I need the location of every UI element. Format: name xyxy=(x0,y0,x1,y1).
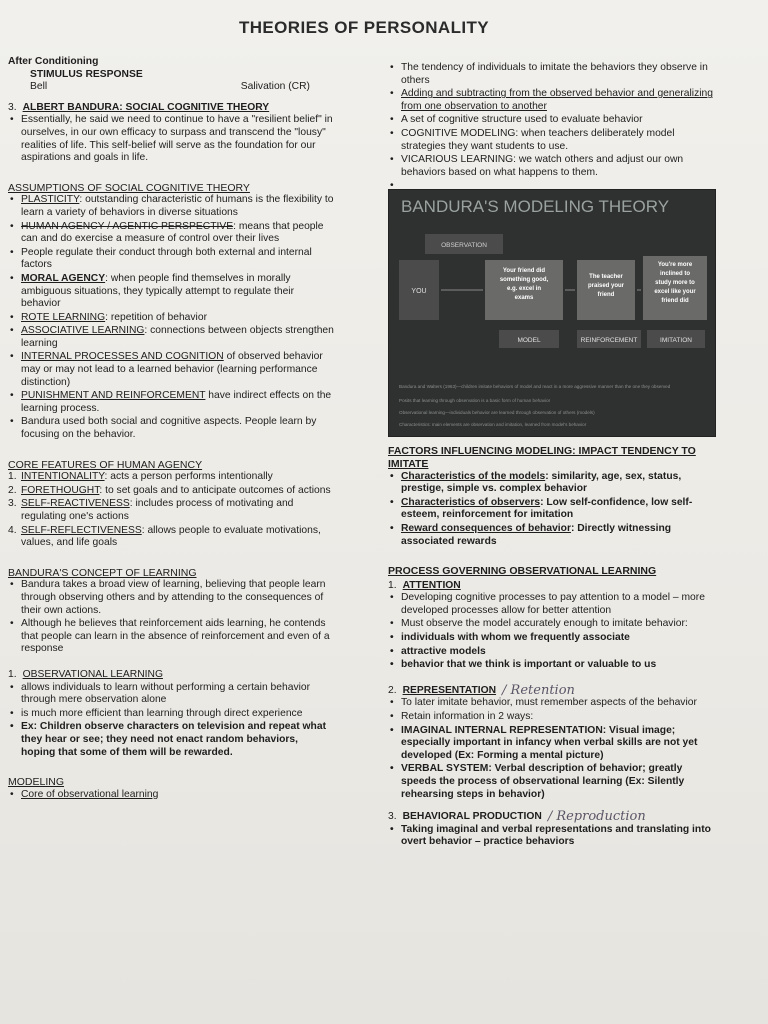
list-item: • Developing cognitive processes to pay attention to a model – more developed processes allow for better attention xyxy=(401,592,714,617)
svg-text:something good,: something good, xyxy=(499,277,549,284)
list-item: • Ex: Children observe characters on television and repeat what they hear or see; they need not enact random behaviors, hoping that some of them will be rewarded. xyxy=(21,721,334,759)
production-number: 3. xyxy=(388,811,397,823)
modeling-theory-slide xyxy=(388,189,716,437)
list-item: • Must observe the model accurately enough to imitate behavior: xyxy=(401,618,714,631)
list-item: • Core of observational learning xyxy=(21,789,334,802)
attention-heading-row xyxy=(388,580,714,593)
list-item: • A set of cognitive structure used to evaluate behavior xyxy=(401,114,714,127)
representation-list xyxy=(388,697,714,801)
observational-heading: OBSERVATIONAL LEARNING xyxy=(22,668,163,680)
factors-list xyxy=(388,471,714,549)
production-heading: BEHAVIORAL PRODUCTION xyxy=(402,811,542,823)
svg-text:exams: exams xyxy=(514,295,534,302)
list-item: • PLASTICITY: outstanding characteristic of humans is the flexibility to learn a variety of behaviors in diverse situations xyxy=(21,194,334,219)
list-item: • Taking imaginal and verbal representations and translating into overt behavior – practice behaviors xyxy=(401,824,714,849)
list-item: • Reward consequences of behavior: Directly witnessing associated rewards xyxy=(401,523,714,548)
svg-text:study more to: study more to xyxy=(655,280,695,287)
process-heading: PROCESS GOVERNING OBSERVATIONAL LEARNING xyxy=(388,565,657,578)
page-title: THEORIES OF PERSONALITY xyxy=(238,18,490,37)
production-list xyxy=(388,824,714,849)
slide-note: Bandura and Walters (1963)—children imitate behaviors of model and react in a more aggressive manner than the one they observed xyxy=(399,384,671,390)
reinforcement-label: REINFORCEMENT xyxy=(580,337,638,345)
svg-text:excel like your: excel like your xyxy=(654,289,696,296)
imitation-label: IMITATION xyxy=(660,337,692,345)
list-item: 4. SELF-REFLECTIVENESS: allows people to evaluate motivations, values, and life goals xyxy=(8,524,321,549)
retention-handwriting: / Retention xyxy=(502,682,575,698)
bandura-list xyxy=(8,114,334,164)
list-item: • Bandura used both social and cognitive aspects. People learn by focusing on the behavior. xyxy=(21,416,334,441)
list-item: • individuals with whom we frequently associate xyxy=(401,632,714,645)
attention-number: 1. xyxy=(388,579,397,591)
slide-note: Posits that learning through observation is a basic form of human behavior xyxy=(399,398,551,404)
list-item: • Characteristics of the models: similarity, age, sex, status, prestige, simple vs. complex behavior xyxy=(401,471,714,496)
bandura-heading-row xyxy=(8,102,334,115)
core-features-list xyxy=(8,471,334,550)
list-item: • Adding and subtracting from the observed behavior and generalizing from one observation to another xyxy=(401,88,714,113)
observation-label: OBSERVATION xyxy=(441,242,487,250)
bell-label: Bell xyxy=(30,81,48,93)
svg-text:The teacher: The teacher xyxy=(589,274,623,281)
list-item: • VICARIOUS LEARNING: we watch others and adjust our own behaviors based on what happens to them. xyxy=(401,154,714,179)
representation-number: 2. xyxy=(388,684,397,696)
svg-text:Your friend did: Your friend did xyxy=(502,268,546,275)
modeling-list xyxy=(8,789,334,802)
list-item: • ROTE LEARNING: repetition of behavior xyxy=(21,312,334,325)
concept-list xyxy=(8,579,334,656)
observational-heading-row xyxy=(8,669,334,682)
list-item: • Although he believes that reinforcement aids learning, he contends that people can learn in the absence of reinforcement and even of a response xyxy=(21,618,334,656)
slide-note: Characteristics: main elements are observation and imitation, learned from model's behavior xyxy=(399,422,587,428)
list-item: • The tendency of individuals to imitate the behaviors they observe in others xyxy=(401,62,714,87)
list-item: • MORAL AGENCY: when people find themselves in morally ambiguous situations, they typically attempt to regulate their behavior xyxy=(21,273,334,311)
observational-list xyxy=(8,682,334,760)
list-item: • IMAGINAL INTERNAL REPRESENTATION: Visual image; especially important in infancy when verbal skills are not yet developed (Ex: Forming a mental picture) xyxy=(401,725,714,763)
production-heading-row xyxy=(388,811,714,824)
conditioning-row xyxy=(8,81,334,94)
you-label: YOU xyxy=(411,288,427,296)
list-item: • Characteristics of observers: Low self-confidence, low self-esteem, reinforcement for imitation xyxy=(401,497,714,522)
observational-number: 1. xyxy=(8,668,17,680)
modeling-heading: MODELING xyxy=(8,776,65,789)
bandura-number: 3. xyxy=(8,101,17,113)
list-item: • To later imitate behavior, must remember aspects of the behavior xyxy=(401,697,714,710)
stimulus-response-label: STIMULUS RESPONSE xyxy=(30,68,143,80)
after-conditioning-label: After Conditioning xyxy=(8,56,99,67)
core-features-heading: CORE FEATURES OF HUMAN AGENCY xyxy=(8,458,203,471)
list-item: • INTERNAL PROCESSES AND COGNITION of observed behavior may or may not lead to a learned behavior (learning performance distinction) xyxy=(21,351,334,389)
list-item: • attractive models xyxy=(401,646,714,659)
list-item: 2. FORETHOUGHT: to set goals and to anticipate outcomes of actions xyxy=(8,484,331,496)
svg-text:praised your: praised your xyxy=(587,283,625,290)
list-item: • HUMAN AGENCY / AGENTIC PERSPECTIVE: means that people can and do exercise a measure of control over their lives xyxy=(21,221,334,246)
model-label: MODEL xyxy=(517,337,541,345)
list-item: • People regulate their conduct through both external and internal factors xyxy=(21,247,334,272)
bandura-text: • Essentially, he said we need to continue to have a "resilient belief" in ourselves, in our own efficacy to surpass and transcend the "lousy" realities of life. This self-belief will serve as the foundation for our aspirations and goals in life. xyxy=(21,114,334,164)
reinforcement-box xyxy=(577,260,635,320)
assumptions-list xyxy=(8,194,334,441)
list-item: • Bandura takes a broad view of learning, believing that people learn through observing others and by attending to the consequences of their own actions. xyxy=(21,579,334,617)
list-item: • behavior that we think is important or valuable to us xyxy=(401,659,714,672)
list-item: 3. SELF-REACTIVENESS: includes process of motivating and regulating one's actions xyxy=(8,498,294,522)
top-bullets-list xyxy=(388,62,714,179)
bandura-heading: ALBERT BANDURA: SOCIAL COGNITIVE THEORY xyxy=(22,101,270,113)
svg-text:You're more: You're more xyxy=(657,262,693,269)
representation-heading-row xyxy=(388,682,714,698)
attention-list xyxy=(388,592,714,672)
svg-text:friend: friend xyxy=(597,292,615,299)
salivation-label: Salivation (CR) xyxy=(240,81,310,93)
list-item: • is much more efficient than learning through direct experience xyxy=(21,708,334,721)
slide-note: Observational learning—individuals behavior are learned through observation of others (models) xyxy=(399,410,595,416)
assumptions-heading: ASSUMPTIONS OF SOCIAL COGNITIVE THEORY xyxy=(8,181,250,194)
svg-text:friend did: friend did xyxy=(661,298,689,305)
slide-title: BANDURA'S MODELING THEORY xyxy=(401,197,670,217)
list-item: • PUNISHMENT AND REINFORCEMENT have indirect effects on the learning process. xyxy=(21,390,334,415)
list-item: • ASSOCIATIVE LEARNING: connections between objects strengthen learning xyxy=(21,325,334,350)
attention-heading: ATTENTION xyxy=(402,579,461,591)
list-item: • VERBAL SYSTEM: Verbal description of behavior; greatly speeds the process of observational learning (Ex: Silently rehearsing steps in behavior) xyxy=(401,763,714,801)
svg-text:inclined to: inclined to xyxy=(660,271,690,278)
concept-heading: BANDURA'S CONCEPT OF LEARNING xyxy=(8,566,197,579)
svg-text:e.g. excel in: e.g. excel in xyxy=(506,286,542,293)
list-item: • Retain information in 2 ways: xyxy=(401,711,714,724)
list-item: • allows individuals to learn without performing a certain behavior through mere observation alone xyxy=(21,682,334,707)
factors-heading: FACTORS INFLUENCING MODELING: IMPACT TENDENCY TO IMITATE xyxy=(388,445,696,470)
representation-heading: REPRESENTATION xyxy=(402,684,497,696)
slide-graphic xyxy=(389,190,715,436)
left-column xyxy=(8,56,334,802)
reproduction-handwriting: / Reproduction xyxy=(547,809,646,825)
list-item: • COGNITIVE MODELING: when teachers deliberately model strategies they want students to use. xyxy=(401,128,714,153)
list-item: 1. INTENTIONALITY: acts a person performs intentionally xyxy=(8,471,273,483)
right-column xyxy=(388,62,714,850)
